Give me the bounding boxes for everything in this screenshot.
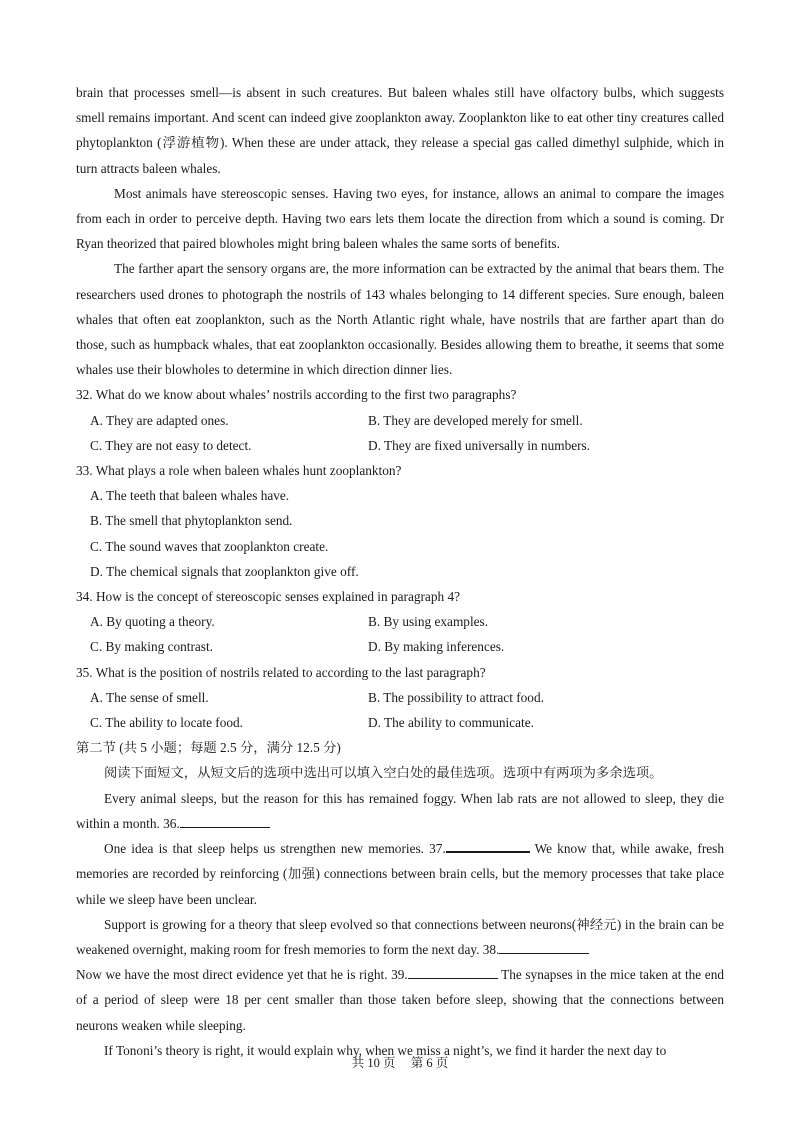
total-pages: 共 10 页 xyxy=(351,1056,396,1070)
cloze-text: We know that, while awake, fresh memories are recorded by reinforcing (加强) connections between brain cells, but the memory processes that take place while we sleep have been unclear. xyxy=(76,841,724,907)
cloze-paragraph-3 xyxy=(76,912,724,1038)
option-b[interactable]: B. By using examples. xyxy=(368,614,489,630)
option-c[interactable]: C. The sound waves that zooplankton create. xyxy=(90,538,329,554)
option-a[interactable]: A. The teeth that baleen whales have. xyxy=(90,488,290,504)
question-35 xyxy=(76,660,724,736)
option-c[interactable]: C. By making contrast. xyxy=(90,639,213,655)
question-stem: 35. What is the position of nostrils related to according to the last paragraph? xyxy=(76,664,486,680)
option-d[interactable]: D. They are fixed universally in numbers. xyxy=(368,437,591,453)
question-34 xyxy=(76,584,724,660)
cloze-text: One idea is that sleep helps us strengthen new memories. 37. xyxy=(104,841,446,857)
section-instruction: 阅读下面短文，从短文后的选项中选出可以填入空白处的最佳选项。选项中有两项为多余选项。 xyxy=(104,765,663,781)
option-d[interactable]: D. By making inferences. xyxy=(368,639,505,655)
passage-paragraph-5: The farther apart the sensory organs are, the more information can be extracted by the animal that bears them. The researchers used drones to photograph the nostrils of 143 whales belonging to 14 different species. Sure enough, baleen whales that often eat zooplankton, such as the North Atlantic right whale, have nostrils that are farther apart than do those, such as humpback whales, that eat zooplankton occasionally. Besides allowing them to breathe, it seems that some whales use their blowholes to determine in which direction dinner lies. xyxy=(76,261,724,378)
cloze-text: Support is growing for a theory that sleep evolved so that connections between neurons(神经元) in the brain can be weakened overnight, making room for fresh memories to form the next day. 38. xyxy=(76,916,724,957)
option-b[interactable]: B. They are developed merely for smell. xyxy=(368,412,583,428)
page-content xyxy=(76,80,724,1063)
option-c[interactable]: C. They are not easy to detect. xyxy=(90,437,252,453)
question-stem: 32. What do we know about whales’ nostrils according to the first two paragraphs? xyxy=(76,387,517,403)
cloze-paragraph-4: If Tononi’s theory is right, it would explain why, when we miss a night’s, we find it harder the next day to xyxy=(104,1042,667,1058)
option-b[interactable]: B. The possibility to attract food. xyxy=(368,689,544,705)
option-a[interactable]: A. The sense of smell. xyxy=(90,689,209,705)
answer-blank-38[interactable] xyxy=(499,940,589,954)
question-stem: 34. How is the concept of stereoscopic senses explained in paragraph 4? xyxy=(76,589,461,605)
cloze-text: Now we have the most direct evidence yet that he is right. 39. xyxy=(76,967,408,983)
passage-paragraph-4: Most animals have stereoscopic senses. Having two eyes, for instance, allows an animal to compare the images from each in order to perceive depth. Having two ears lets them locate the direction from which a sound is coming. Dr Ryan theorized that paired blowholes might bring baleen whales the same sorts of benefits. xyxy=(76,185,724,252)
passage-paragraph-3-continued: brain that processes smell—is absent in such creatures. But baleen whales still have olfactory bulbs, which suggests smell remains important. And scent can indeed give zooplankton away. Zooplankton like to eat other tiny creatures called phytoplankton (浮游植物). When these are under attack, they release a special gas called dimethyl sulphide, which in turn attracts baleen whales. xyxy=(76,85,724,176)
answer-blank-37[interactable] xyxy=(446,838,530,853)
answer-blank-36[interactable] xyxy=(180,814,270,828)
cloze-paragraph-2 xyxy=(76,836,724,912)
cloze-text: The synapses in the mice taken at the end of a period of sleep were 18 per cent smaller than those taken before sleep, showing that the connections between neurons weaken while sleeping. xyxy=(76,967,724,1033)
question-33 xyxy=(76,458,724,584)
option-d[interactable]: D. The chemical signals that zooplankton give off. xyxy=(90,563,359,579)
option-a[interactable]: A. By quoting a theory. xyxy=(90,614,215,630)
option-c[interactable]: C. The ability to locate food. xyxy=(90,715,244,731)
current-page: 第 6 页 xyxy=(410,1056,449,1070)
option-a[interactable]: A. They are adapted ones. xyxy=(90,412,229,428)
question-32 xyxy=(76,382,724,458)
cloze-text: Every animal sleeps, but the reason for this has remained foggy. When lab rats are not allowed to sleep, they die within a month. 36. xyxy=(76,790,724,831)
answer-blank-39[interactable] xyxy=(408,965,498,979)
section-heading: 第二节 (共 5 小题；每题 2.5 分，满分 12.5 分) xyxy=(76,740,341,756)
question-stem: 33. What plays a role when baleen whales hunt zooplankton? xyxy=(76,463,402,479)
cloze-paragraph-1 xyxy=(76,786,724,836)
option-d[interactable]: D. The ability to communicate. xyxy=(368,715,534,731)
page-footer xyxy=(0,1055,800,1071)
option-b[interactable]: B. The smell that phytoplankton send. xyxy=(90,513,293,529)
